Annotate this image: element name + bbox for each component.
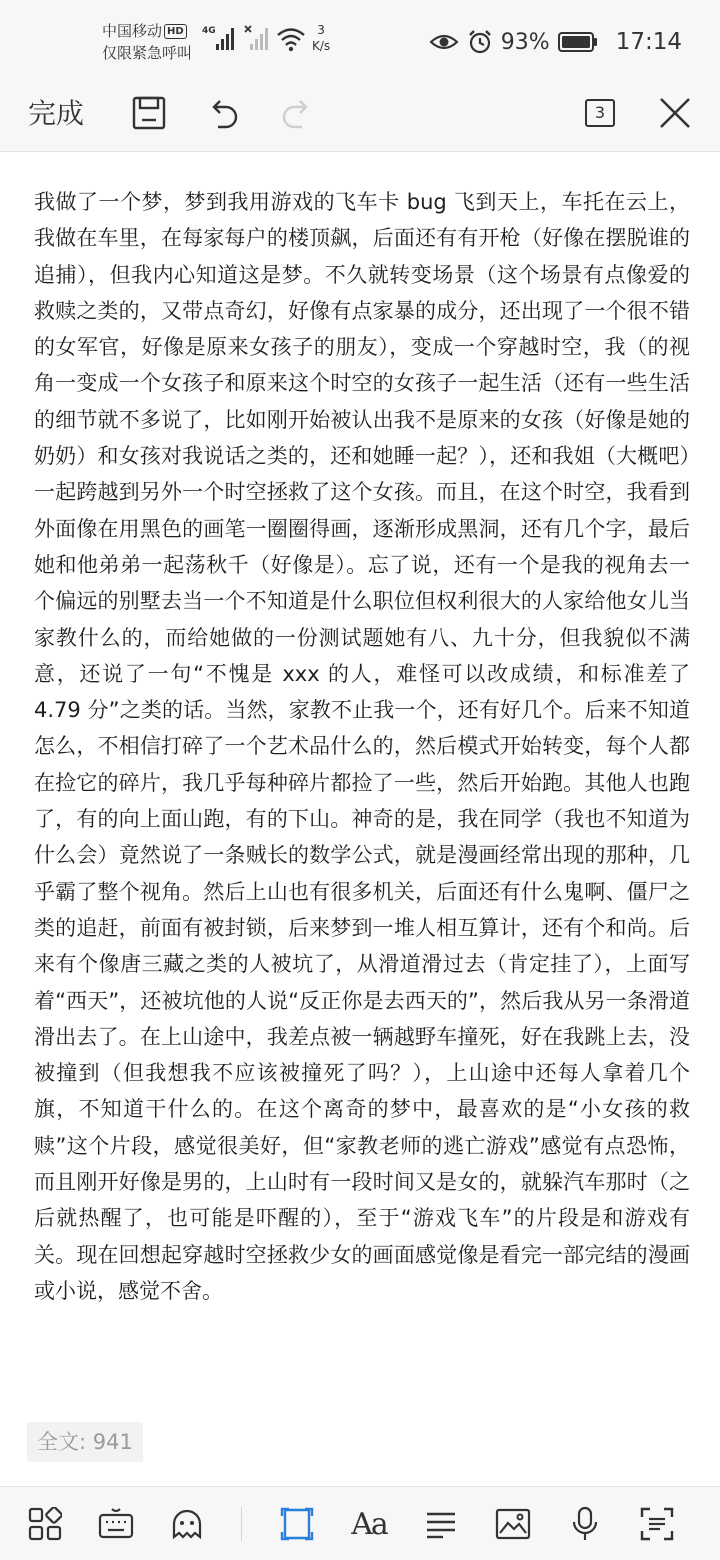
text-style-button[interactable] [348,1503,390,1545]
voice-input-button[interactable] [564,1503,606,1545]
align-left-icon [425,1509,457,1539]
network-speed-value: 3 [317,23,325,37]
toolbar-divider [241,1507,242,1541]
word-count: 全文: 941 [27,1422,143,1462]
undo-button[interactable] [200,90,246,136]
page-count: 3 [585,99,615,127]
alarm-icon [467,29,493,55]
text-style-icon: Aa [351,1506,387,1542]
page-count-button[interactable] [577,90,623,136]
save-icon [132,96,166,130]
emoji-button[interactable] [166,1503,208,1545]
close-icon [658,96,692,130]
editor-toolbar [0,80,720,152]
signal-strength-icon [202,24,238,52]
select-area-icon [280,1507,314,1541]
status-bar [0,0,720,80]
wifi-icon [276,24,306,52]
align-button[interactable] [420,1503,462,1545]
status-right-group [429,26,682,58]
close-button[interactable] [652,90,698,136]
redo-button[interactable] [274,90,320,136]
microphone-icon [570,1506,600,1542]
document-body-text[interactable]: 我做了一个梦，梦到我用游戏的飞车卡 bug 飞到天上，车托在云上，我做在车里，在每家每户的楼顶飙，后面还有有开枪（好像在摆脱谁的追捕），但我内心知道这是梦。不久就转变场景（这个场景有点像爱的救赎之类的，又带点奇幻，好像有点家暴的成分，还出现了一个很不错的女军官，好像是原来女孩子的朋友），变成一个穿越时空，我（的视角一变成一个女孩子和原来这个时空的女孩子一起生活（还有一些生活的细节就不多说了，比如刚开始被认出我不是原来的女孩（好像是她的奶奶）和女孩对我说话之类的，还和她睡一起？），还和我姐（大概吧）一起跨越到另外一个时空拯救了这个女孩。而且，在这个时空，我看到外面像在用黑色的画笔一圈圈得画，逐渐形成黑洞，还有几个字，最后她和他弟弟一起荡秋千（好像是）。忘了说，还有一个是我的视角去一个偏远的别墅去当一个不知道是什么职位但权利很大的人家给他女儿当家教什么的，而给她做的一份测试题她有八、九十分，但我貌似不满意，还说了一句“不愧是 xxx 的人，难怪可以改成绩，和标准差了 4.79 分”之类的话。当然，家教不止我一个，还有好几个。后来不知道怎么，不相信打碎了一个艺术品什么的，然后模式开始转变，每个人都在捡它的碎片，我几乎每种碎片都捡了一些，然后开始跑。其他人也跑了，有的向上面山跑，有的下山。神奇的是，我在同学（我也不知道为什么会）竟然说了一条贼长的数学公式，就是漫画经常出现的那种，几乎霸了整个视角。然后上山也有很多机关，后面还有什么鬼啊、僵尸之类的追赶，前面有被封锁，后来梦到一堆人相互算计，还有个和尚。后来有个像唐三藏之类的人被坑了，从滑道滑过去（肯定挂了），上面写着“西天”，还被坑他的人说“反正你是去西天的”，然后我从另一条滑道滑出去了。在上山途中，我差点被一辆越野车撞死，好在我跳上去，没被撞到（但我想我不应该被撞死了吗？），上山途中还每人拿着几个旗，不知道干什么的。在这个离奇的梦中，最喜欢的是“小女孩的救赎”这个片段，感觉很美好，但“家教老师的逃亡游戏”感觉有点恐怖，而且刚开好像是男的，上山时有一段时间又是女的，就躲汽车那时（之后就热醒了，也可能是吓醒的），至于“游戏飞车”的片段是和游戏有关。现在回想起穿越时空拯救少女的画面感觉像是看完一部完结的漫画或小说，感觉不舍。 [34,190,690,1303]
image-icon [495,1508,531,1540]
clock: 17:14 [615,29,682,55]
insert-image-button[interactable] [492,1503,534,1545]
bottom-toolbar [0,1486,720,1560]
keyboard-button[interactable] [95,1503,137,1545]
apps-grid-icon [28,1507,62,1541]
keyboard-icon [98,1507,134,1541]
battery-percent: 93% [500,29,550,55]
eye-comfort-icon [429,31,459,53]
scan-text-icon [640,1507,674,1541]
signal-no-service-icon [244,24,270,52]
apps-button[interactable] [24,1503,66,1545]
emoji-icon [170,1507,204,1541]
done-button[interactable]: 完成 [28,97,85,130]
redo-icon [280,96,314,130]
network-speed-unit: K/s [312,39,331,53]
scan-text-button[interactable] [636,1503,678,1545]
undo-icon [206,96,240,130]
hd-badge: HD [164,24,187,39]
network-type-label: 4G [202,26,216,36]
network-speed [312,22,330,54]
select-area-button[interactable] [276,1503,318,1545]
emergency-only-text: 仅限紧急呼叫 [102,44,193,62]
carrier-info [102,20,192,64]
carrier-name: 中国移动 [102,22,163,40]
save-button[interactable] [126,90,172,136]
battery-icon [558,31,598,53]
